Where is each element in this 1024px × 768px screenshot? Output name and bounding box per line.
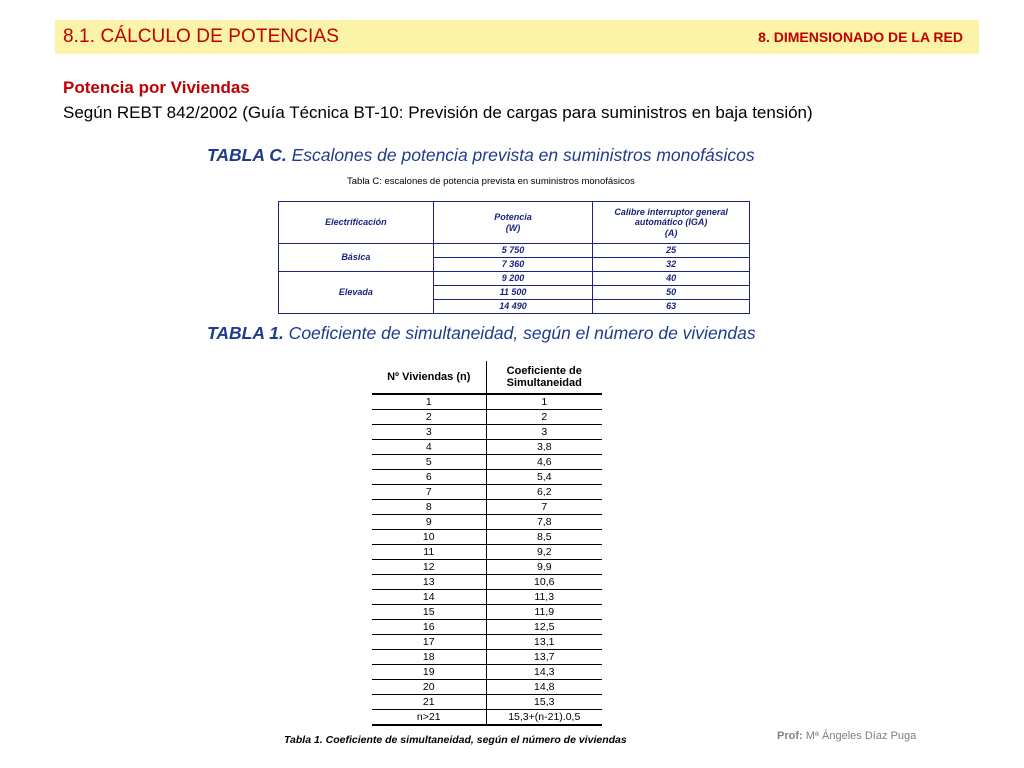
table-row <box>372 485 602 500</box>
coeficiente-cell: 3,8 <box>486 440 602 455</box>
table-1-caption <box>207 323 756 344</box>
coeficiente-cell: 11,9 <box>486 605 602 620</box>
subheading: Potencia por Viviendas <box>63 78 250 97</box>
table-c-inner-title: Tabla C: escalones de potencia prevista en suministros monofásicos <box>347 176 635 187</box>
n-viviendas-cell: 2 <box>372 410 486 425</box>
table-c-image <box>275 173 750 315</box>
electrificacion-cell: Elevada <box>279 272 434 314</box>
table-1-inner-caption: Tabla 1. Coeficiente de simultaneidad, según el número de viviendas <box>284 734 627 746</box>
calibre-cell: 63 <box>593 300 750 314</box>
footer-label: Prof: <box>777 730 803 742</box>
potencia-cell: 9 200 <box>433 272 593 286</box>
table-row <box>372 410 602 425</box>
n-viviendas-cell: 12 <box>372 560 486 575</box>
coeficiente-cell: 3 <box>486 425 602 440</box>
table-row <box>372 394 602 410</box>
table-1-caption-bold: TABLA 1. <box>207 323 284 343</box>
footer-name: Mª Ángeles Díaz Puga <box>802 730 917 742</box>
section-title: 8. DIMENSIONADO DE LA RED <box>758 29 963 45</box>
calibre-cell: 32 <box>593 258 750 272</box>
header-n-viviendas: Nº Viviendas (n) <box>372 361 486 394</box>
coeficiente-cell: 9,2 <box>486 545 602 560</box>
table-row <box>372 425 602 440</box>
table-row <box>372 710 602 726</box>
table-c-caption-rest: Escalones de potencia prevista en suministros monofásicos <box>286 145 755 165</box>
table-row <box>372 515 602 530</box>
coeficiente-cell: 2 <box>486 410 602 425</box>
n-viviendas-cell: 19 <box>372 665 486 680</box>
n-viviendas-cell: 6 <box>372 470 486 485</box>
potencia-cell: 5 750 <box>433 244 593 258</box>
header-bar <box>55 20 979 54</box>
coeficiente-cell: 13,1 <box>486 635 602 650</box>
table-row <box>372 695 602 710</box>
n-viviendas-cell: 11 <box>372 545 486 560</box>
table-row <box>372 455 602 470</box>
n-viviendas-cell: 1 <box>372 394 486 410</box>
n-viviendas-cell: 16 <box>372 620 486 635</box>
table-row <box>372 440 602 455</box>
coeficiente-cell: 15,3+(n-21).0,5 <box>486 710 602 726</box>
coeficiente-cell: 9,9 <box>486 560 602 575</box>
n-viviendas-cell: 7 <box>372 485 486 500</box>
table-1 <box>372 361 602 726</box>
coeficiente-cell: 4,6 <box>486 455 602 470</box>
n-viviendas-cell: 13 <box>372 575 486 590</box>
coeficiente-cell: 15,3 <box>486 695 602 710</box>
header-calibre: Calibre interruptor general automático (IGA) (A) <box>593 202 750 244</box>
coeficiente-cell: 14,3 <box>486 665 602 680</box>
coeficiente-cell: 7,8 <box>486 515 602 530</box>
footer-credit <box>777 730 916 742</box>
coeficiente-cell: 10,6 <box>486 575 602 590</box>
coeficiente-cell: 6,2 <box>486 485 602 500</box>
coeficiente-cell: 13,7 <box>486 650 602 665</box>
table-1-caption-rest: Coeficiente de simultaneidad, según el número de viviendas <box>283 323 756 343</box>
header-potencia: Potencia (W) <box>433 202 593 244</box>
n-viviendas-cell: 21 <box>372 695 486 710</box>
table-c-row <box>279 272 750 286</box>
n-viviendas-cell: 9 <box>372 515 486 530</box>
table-row <box>372 605 602 620</box>
table-row <box>372 665 602 680</box>
n-viviendas-cell: 14 <box>372 590 486 605</box>
potencia-cell: 11 500 <box>433 286 593 300</box>
table-c-row <box>279 244 750 258</box>
n-viviendas-cell: 8 <box>372 500 486 515</box>
coeficiente-cell: 8,5 <box>486 530 602 545</box>
calibre-cell: 25 <box>593 244 750 258</box>
header-coeficiente: Coeficiente de Simultaneidad <box>486 361 602 394</box>
potencia-cell: 14 490 <box>433 300 593 314</box>
n-viviendas-cell: n>21 <box>372 710 486 726</box>
table-c-body <box>279 244 750 314</box>
table-row <box>372 650 602 665</box>
n-viviendas-cell: 10 <box>372 530 486 545</box>
table-row <box>372 530 602 545</box>
table-c-caption-bold: TABLA C. <box>207 145 287 165</box>
intro-text: Según REBT 842/2002 (Guía Técnica BT-10: Previsión de cargas para suministros en baja tensión) <box>63 103 813 122</box>
n-viviendas-cell: 3 <box>372 425 486 440</box>
calibre-cell: 40 <box>593 272 750 286</box>
coeficiente-cell: 12,5 <box>486 620 602 635</box>
n-viviendas-cell: 20 <box>372 680 486 695</box>
table-row <box>372 620 602 635</box>
table-row <box>372 575 602 590</box>
table-row <box>372 560 602 575</box>
n-viviendas-cell: 18 <box>372 650 486 665</box>
table-row <box>372 500 602 515</box>
table-row <box>372 680 602 695</box>
coeficiente-cell: 14,8 <box>486 680 602 695</box>
table-row <box>372 470 602 485</box>
coeficiente-cell: 7 <box>486 500 602 515</box>
page-title: 8.1. CÁLCULO DE POTENCIAS <box>63 26 339 47</box>
table-row <box>372 635 602 650</box>
header-electrificacion: Electrificación <box>279 202 434 244</box>
table-c-caption <box>207 145 755 166</box>
table-1-image <box>270 354 705 756</box>
coeficiente-cell: 1 <box>486 394 602 410</box>
n-viviendas-cell: 15 <box>372 605 486 620</box>
n-viviendas-cell: 5 <box>372 455 486 470</box>
n-viviendas-cell: 17 <box>372 635 486 650</box>
table-row <box>372 545 602 560</box>
electrificacion-cell: Básica <box>279 244 434 272</box>
coeficiente-cell: 11,3 <box>486 590 602 605</box>
table-row <box>372 590 602 605</box>
table-c <box>278 201 750 314</box>
calibre-cell: 50 <box>593 286 750 300</box>
coeficiente-cell: 5,4 <box>486 470 602 485</box>
n-viviendas-cell: 4 <box>372 440 486 455</box>
potencia-cell: 7 360 <box>433 258 593 272</box>
table-1-body <box>372 394 602 725</box>
